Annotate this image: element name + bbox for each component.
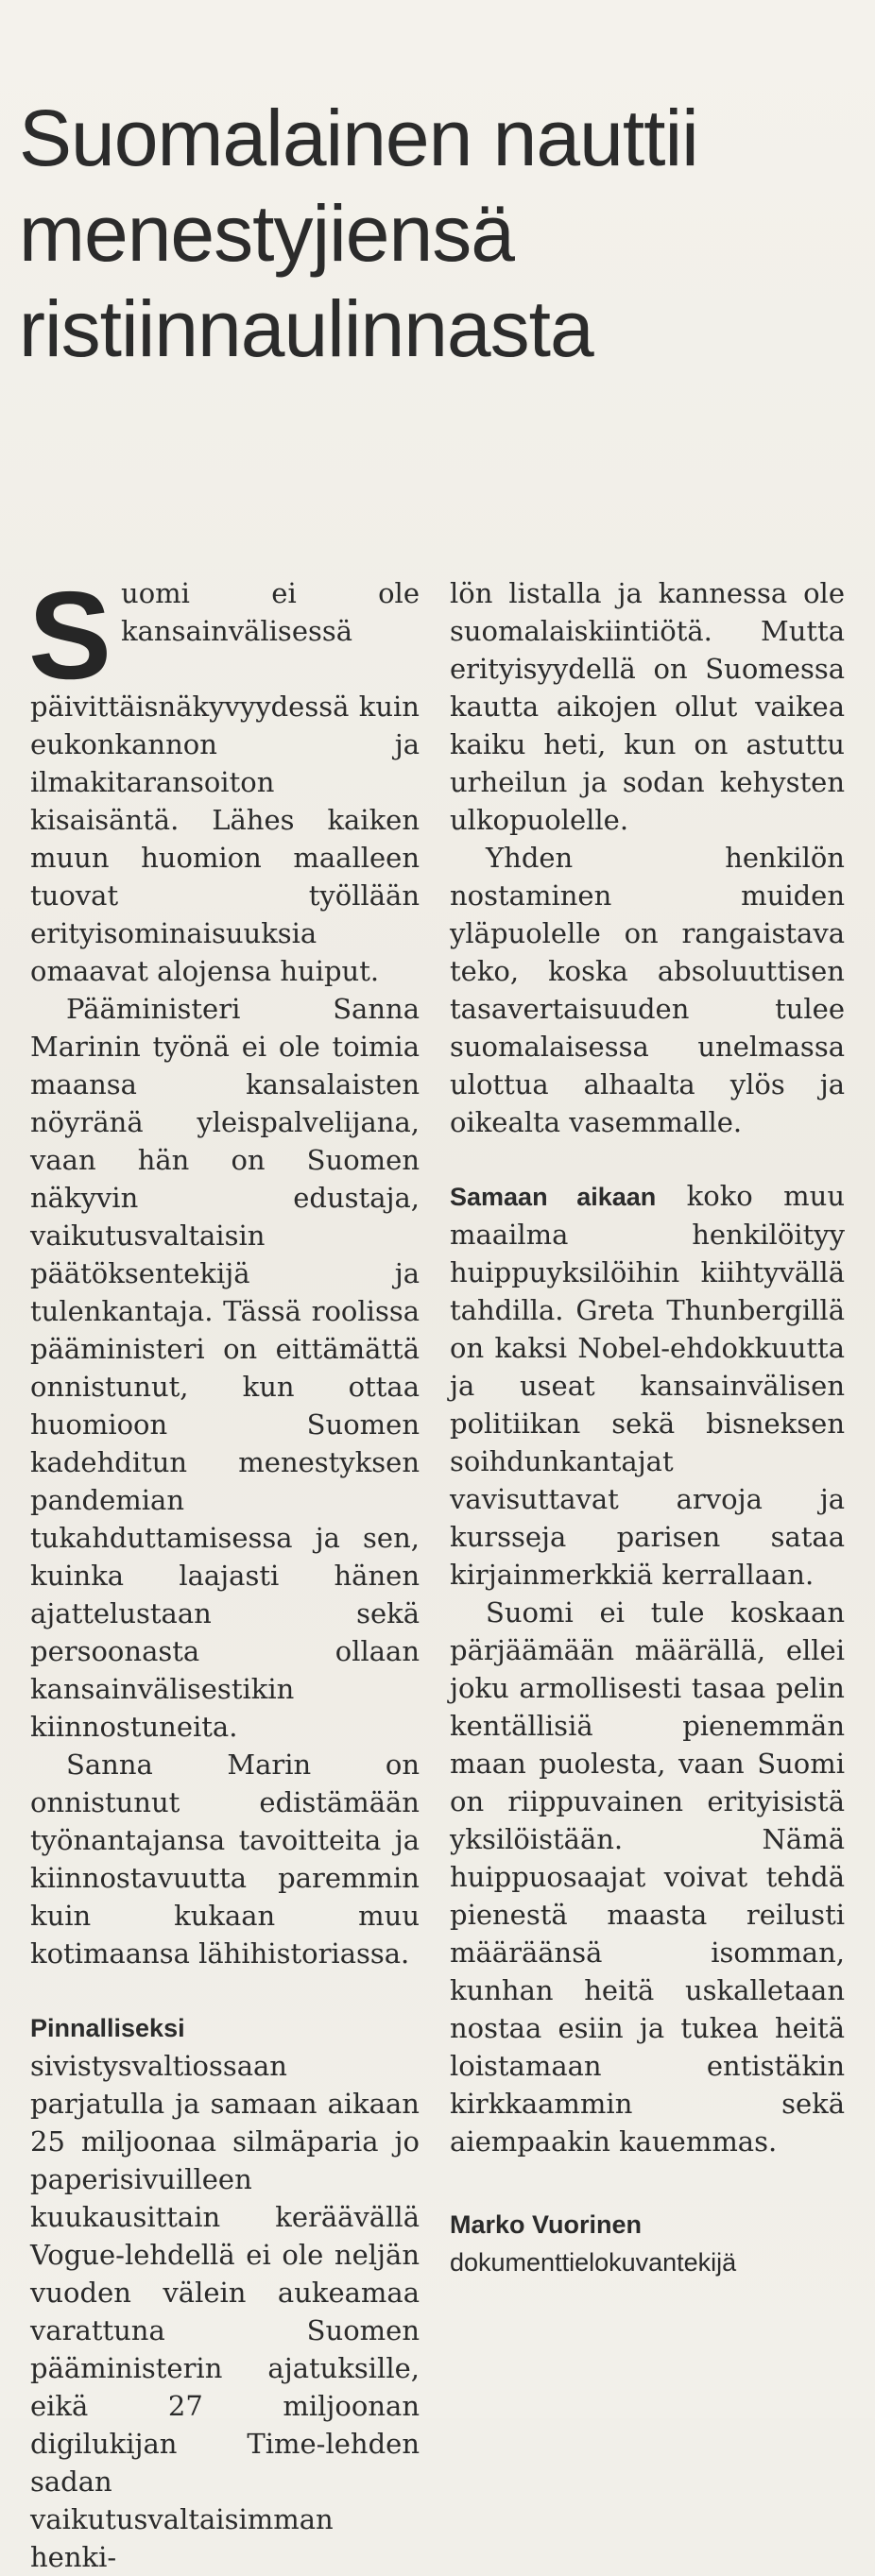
drop-cap: S — [28, 566, 112, 705]
left-column — [28, 566, 420, 2576]
right-column — [450, 574, 845, 2281]
paragraph: Pääministeri Sanna Marinin työnä ei ole toimia maansa kansalaisten nöyränä yleispalvelijana, vaan hän on Suomen näkyvin edustaja, vaikutusvaltaisin päätöksentekijä ja tulenkantaja. Tässä roolissa pääministeri on eittämättä onnistunut, kun ottaa huomioon Suomen kadehditun menestyksen pandemian tukahduttamisessa ja sen, kuinka laajasti hänen ajattelustaan sekä persoonasta ollaan kansainvälisestikin kiinnostuneita. — [30, 993, 420, 1743]
paragraph: Suomi ei tule koskaan pärjäämään määrällä, ellei joku armollisesti tasaa pelin kentällisiä pienemmän maan puolesta, vaan Suomi on riippuvainen erityisistä yksilöistään. Nämä huippuosaajat voivat tehdä pienestä maasta reilusti määräänsä isomman, kunhan heitä uskalletaan nostaa esiin ja tukea heitä loistamaan entistäkin kirkkaammin sekä aiempaakin kauemmas. — [450, 1596, 845, 2158]
paragraph — [450, 1177, 845, 1594]
lead-in: Samaan aikaan — [450, 1183, 657, 1211]
paragraph: lön listalla ja kannessa ole suomalaiskiintiötä. Mutta erityisyydellä on Suomessa kautta aikojen ollut vaikea kaiku heti, kun on astuttu urheilun ja sodan kehysten ulkopuolelle. — [450, 577, 845, 836]
paragraph — [30, 2008, 420, 2576]
author-name: Marko Vuorinen — [450, 2210, 643, 2239]
paragraph: Yhden henkilön nostaminen muiden yläpuolelle on rangaistava teko, koska absoluuttisen tasavertaisuuden tulee suomalaisessa unelmassa ulottua alhaalta ylös ja oikealta vasemmalle. — [450, 842, 845, 1138]
paragraph-text: koko muu maailma henkilöityy huippuyksilöihin kiihtyvällä tahdilla. Greta Thunbergillä on kaksi Nobel-ehdokkuutta ja useat kansainvälisen politiikan sekä bisneksen soihdunkantajat vavisuttavat arvoja ja kursseja parisen sataa kirjainmerkkiä kerrallaan. — [450, 1180, 845, 1591]
paragraph-text: sivistysvaltiossaan parjatulla ja samaan aikaan 25 miljoonaa silmäparia jo paperisivuilleen kuukausittain keräävällä Vogue-lehdellä ei ole neljän vuoden välein aukeamaa varattuna Suomen pääministerin ajatuksille, eikä 27 miljoonan digilukijan Time-lehden sadan vaikutusvaltaisimman henki- — [30, 2050, 420, 2573]
lead-in: Pinnalliseksi — [30, 2014, 185, 2042]
paragraph-text: uomi ei ole kansainvälisessä päivittäisnäkyvyydessä kuin eukonkannon ja ilmakitaransoiton kisaisäntä. Lähes kaiken muun huomion maalleen tuovat työllään erityisominaisuuksia omaavat alojensa huiput. — [30, 577, 420, 987]
headline: Suomalainen nauttii menestyjiensä ristiinnaulinnasta — [19, 94, 698, 374]
paragraph: Sanna Marin on onnistunut edistämään työnantajansa tavoitteita ja kiinnostavuutta paremmin kuin kukaan muu kotimaansa lähihistoriassa. — [30, 1749, 420, 1970]
paragraph — [28, 566, 420, 990]
author-title: dokumenttielokuvantekijä — [450, 2248, 737, 2277]
author-signature — [450, 2206, 845, 2281]
